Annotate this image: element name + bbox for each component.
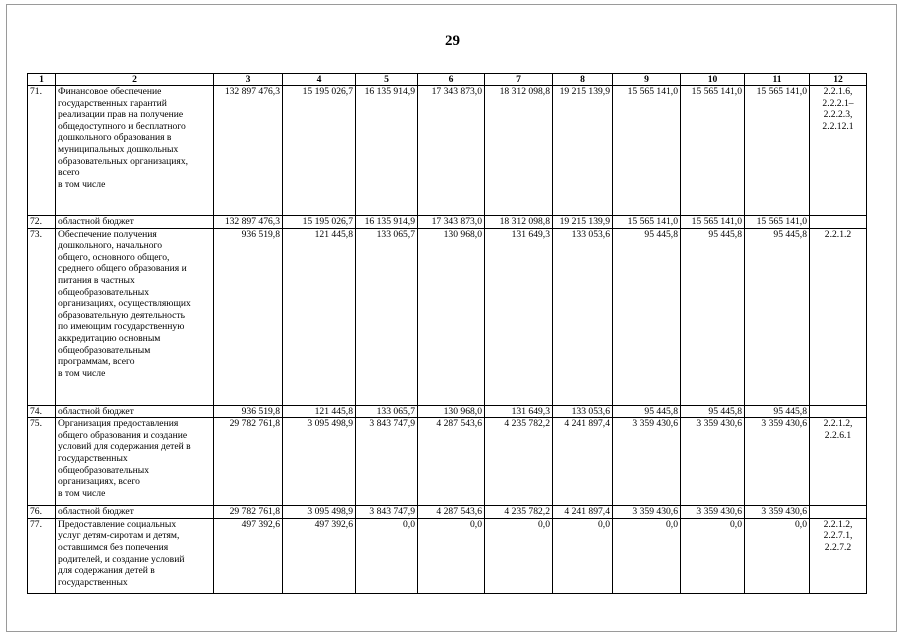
value-cell: 0,0	[745, 518, 810, 593]
value-cell: 15 195 026,7	[283, 216, 356, 229]
table-row	[28, 418, 867, 506]
column-header: 8	[553, 74, 613, 86]
column-header: 10	[681, 74, 745, 86]
value-cell: 3 359 430,6	[613, 506, 681, 519]
value-cell: 133 065,7	[356, 405, 418, 418]
value-cell: 4 287 543,6	[418, 506, 485, 519]
value-cell: 19 215 139,9	[553, 86, 613, 216]
value-cell: 936 519,8	[214, 405, 283, 418]
code-cell: 2.2.1.2, 2.2.6.1	[810, 418, 867, 506]
value-cell: 15 565 141,0	[613, 86, 681, 216]
value-cell: 131 649,3	[485, 228, 553, 405]
table-row	[28, 228, 867, 405]
row-number: 76.	[28, 506, 56, 519]
value-cell: 3 359 430,6	[613, 418, 681, 506]
table-row	[28, 518, 867, 593]
table-row	[28, 506, 867, 519]
code-cell	[810, 405, 867, 418]
value-cell: 133 065,7	[356, 228, 418, 405]
row-name: областной бюджет	[56, 506, 214, 519]
page-number: 29	[445, 33, 460, 49]
row-name: областной бюджет	[56, 405, 214, 418]
header-row	[28, 74, 867, 86]
value-cell: 18 312 098,8	[485, 86, 553, 216]
value-cell: 29 782 761,8	[214, 506, 283, 519]
value-cell: 4 235 782,2	[485, 506, 553, 519]
row-name: Финансовое обеспечение государственных гарантий реализации прав на получение общедоступного и бесплатного дошкольного образования в муниципальных дошкольных образовательных организациях, всего в том числе	[56, 86, 214, 216]
value-cell: 15 565 141,0	[745, 86, 810, 216]
value-cell: 3 843 747,9	[356, 418, 418, 506]
value-cell: 15 565 141,0	[745, 216, 810, 229]
value-cell: 4 235 782,2	[485, 418, 553, 506]
value-cell: 17 343 873,0	[418, 86, 485, 216]
value-cell: 4 241 897,4	[553, 418, 613, 506]
value-cell: 95 445,8	[745, 405, 810, 418]
row-number: 75.	[28, 418, 56, 506]
value-cell: 95 445,8	[681, 405, 745, 418]
value-cell: 16 135 914,9	[356, 216, 418, 229]
row-name: Обеспечение получения дошкольного, начального общего, основного общего, среднего общего образования и питания в частных общеобразовательных организациях, осуществляющих образовательную деятельность по имеющим государственную аккредитацию основным общеобразовательным программам, всего в том числе	[56, 228, 214, 405]
value-cell: 4 241 897,4	[553, 506, 613, 519]
table-body	[28, 74, 867, 594]
row-name: Организация предоставления общего образования и создание условий для содержания детей в государственных общеобразовательных организациях, всего в том числе	[56, 418, 214, 506]
table-row	[28, 86, 867, 216]
value-cell: 497 392,6	[214, 518, 283, 593]
value-cell: 497 392,6	[283, 518, 356, 593]
code-cell: 2.2.1.2	[810, 228, 867, 405]
row-name: областной бюджет	[56, 216, 214, 229]
code-cell	[810, 506, 867, 519]
value-cell: 131 649,3	[485, 405, 553, 418]
value-cell: 3 359 430,6	[681, 418, 745, 506]
value-cell: 0,0	[613, 518, 681, 593]
column-header: 11	[745, 74, 810, 86]
row-number: 71.	[28, 86, 56, 216]
column-header: 2	[56, 74, 214, 86]
value-cell: 15 565 141,0	[613, 216, 681, 229]
value-cell: 95 445,8	[745, 228, 810, 405]
code-cell: 2.2.1.6, 2.2.2.1– 2.2.2.3, 2.2.12.1	[810, 86, 867, 216]
value-cell: 15 195 026,7	[283, 86, 356, 216]
value-cell: 3 359 430,6	[745, 506, 810, 519]
value-cell: 0,0	[356, 518, 418, 593]
value-cell: 3 095 498,9	[283, 418, 356, 506]
value-cell: 0,0	[681, 518, 745, 593]
row-name: Предоставление социальных услуг детям-сиротам и детям, оставшимся без попечения родителей, и создание условий для содержания детей в государственных	[56, 518, 214, 593]
column-header: 3	[214, 74, 283, 86]
value-cell: 3 095 498,9	[283, 506, 356, 519]
value-cell: 16 135 914,9	[356, 86, 418, 216]
row-number: 77.	[28, 518, 56, 593]
value-cell: 121 445,8	[283, 228, 356, 405]
value-cell: 18 312 098,8	[485, 216, 553, 229]
column-header: 5	[356, 74, 418, 86]
value-cell: 17 343 873,0	[418, 216, 485, 229]
value-cell: 95 445,8	[613, 405, 681, 418]
column-header: 12	[810, 74, 867, 86]
column-header: 6	[418, 74, 485, 86]
row-number: 74.	[28, 405, 56, 418]
value-cell: 130 968,0	[418, 228, 485, 405]
row-number: 73.	[28, 228, 56, 405]
column-header: 4	[283, 74, 356, 86]
value-cell: 3 359 430,6	[681, 506, 745, 519]
value-cell: 936 519,8	[214, 228, 283, 405]
table-row	[28, 405, 867, 418]
code-cell	[810, 216, 867, 229]
value-cell: 133 053,6	[553, 228, 613, 405]
value-cell: 3 359 430,6	[745, 418, 810, 506]
value-cell: 0,0	[553, 518, 613, 593]
code-cell: 2.2.1.2, 2.2.7.1, 2.2.7.2	[810, 518, 867, 593]
value-cell: 15 565 141,0	[681, 86, 745, 216]
value-cell: 3 843 747,9	[356, 506, 418, 519]
budget-table	[27, 73, 867, 594]
value-cell: 130 968,0	[418, 405, 485, 418]
table-row	[28, 216, 867, 229]
value-cell: 95 445,8	[681, 228, 745, 405]
row-number: 72.	[28, 216, 56, 229]
value-cell: 4 287 543,6	[418, 418, 485, 506]
value-cell: 15 565 141,0	[681, 216, 745, 229]
column-header: 1	[28, 74, 56, 86]
value-cell: 0,0	[418, 518, 485, 593]
value-cell: 95 445,8	[613, 228, 681, 405]
value-cell: 19 215 139,9	[553, 216, 613, 229]
value-cell: 132 897 476,3	[214, 216, 283, 229]
value-cell: 0,0	[485, 518, 553, 593]
column-header: 9	[613, 74, 681, 86]
column-header: 7	[485, 74, 553, 86]
value-cell: 29 782 761,8	[214, 418, 283, 506]
value-cell: 133 053,6	[553, 405, 613, 418]
value-cell: 132 897 476,3	[214, 86, 283, 216]
value-cell: 121 445,8	[283, 405, 356, 418]
